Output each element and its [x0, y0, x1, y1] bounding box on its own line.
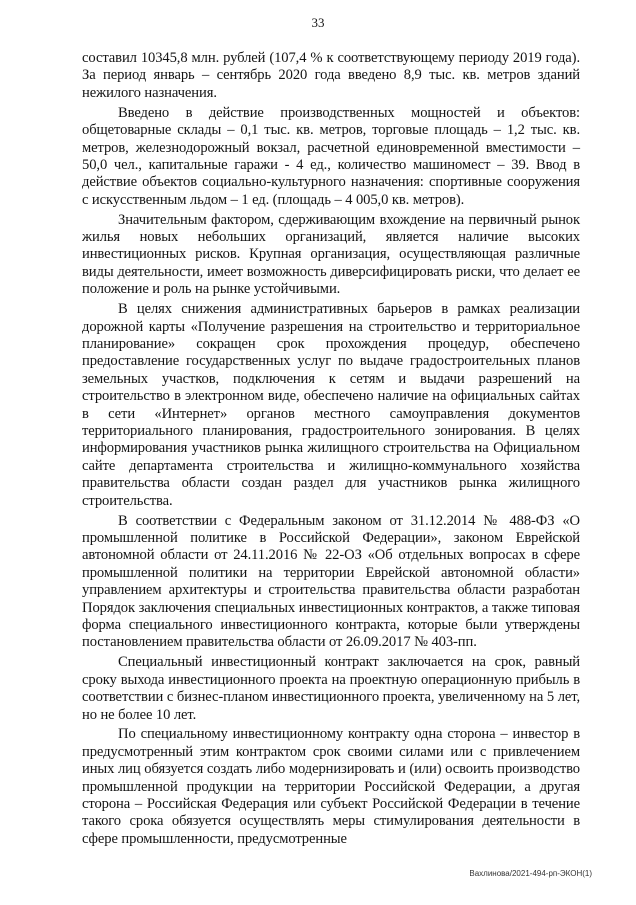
document-code: Вахлинова/2021-494-рп-ЭКОН(1)	[469, 869, 592, 878]
page-number: 33	[311, 15, 325, 30]
paragraph-6: Специальный инвестиционный контракт заключается на срок, равный сроку выхода инвестиционного проекта на проектную операционную прибыль в соответствии с бизнес-планом инвестиционного проекта, увеличенному на 5 лет, но не более 10 лет.	[82, 654, 580, 723]
paragraph-2: Введено в действие производственных мощностей и объектов: общетоварные склады – 0,1 тыс. кв. метров, торговые площадь – 1,2 тыс. кв. метров, железнодорожный вокзал, расчетной единовременной вместимости – 50,0 чел., капитальные гаражи - 4 ед., количество машиномест – 39. Ввод в действие объектов социально-культурного назначения: спортивные сооружения с искусственным льдом – 1 ед. (площадь – 4 005,0 кв. метров).	[82, 104, 580, 208]
document-body	[82, 50, 580, 848]
paragraph-1-continued: составил 10345,8 млн. рублей (107,4 % к соответствующему периоду 2019 года). За период январь – сентябрь 2020 года введено 8,9 тыс. кв. метров зданий нежилого назначения.	[82, 50, 580, 101]
paragraph-5: В соответствии с Федеральным законом от 31.12.2014 № 488-ФЗ «О промышленной политике в Российской Федерации», законом Еврейской автономной области от 24.11.2016 № 22-ОЗ «Об отдельных вопросах в сфере промышленной политики на территории Еврейской автономной области» управлением архитектуры и строительства правительства области разработан Порядок заключения специальных инвестиционных контрактов, а также типовая форма специального инвестиционного контракта, которые были утверждены постановлением правительства области от 26.09.2017 № 403-пп.	[82, 512, 580, 651]
paragraph-7: По специальному инвестиционному контракту одна сторона – инвестор в предусмотренный этим контрактом срок своими силами или с привлечением иных лиц обязуется создать либо модернизировать и (или) освоить производство промышленной продукции на территории Российской Федерации, а другая сторона – Российская Федерация или субъект Российской Федерации в течение такого срока обязуется осуществлять меры стимулирования деятельности в сфере промышленности, предусмотренные	[82, 726, 580, 847]
paragraph-4: В целях снижения административных барьеров в рамках реализации дорожной карты «Получение разрешения на строительство и территориальное планирование» сокращен срок прохождения процедур, обеспечено предоставление государственных услуг по выдаче градостроительных планов земельных участков, подключения к сетям и выдачи разрешений на строительство в электронном виде, обеспечено наличие на официальных сайтах в сети «Интернет» органов местного самоуправления документов территориального планирования, градостроительного зонирования. В целях информирования участников рынка жилищного строительства на Официальном сайте департамента строительства и жилищно-коммунального хозяйства правительства области создан раздел для участников рынка жилищного строительства.	[82, 301, 580, 509]
paragraph-3: Значительным фактором, сдерживающим вхождение на первичный рынок жилья новых небольших организаций, является наличие высоких инвестиционных рисков. Крупная организация, осуществляющая различные виды деятельности, имеет возможность диверсифицировать риски, что делает ее положение и роль на рынке устойчивыми.	[82, 211, 580, 298]
